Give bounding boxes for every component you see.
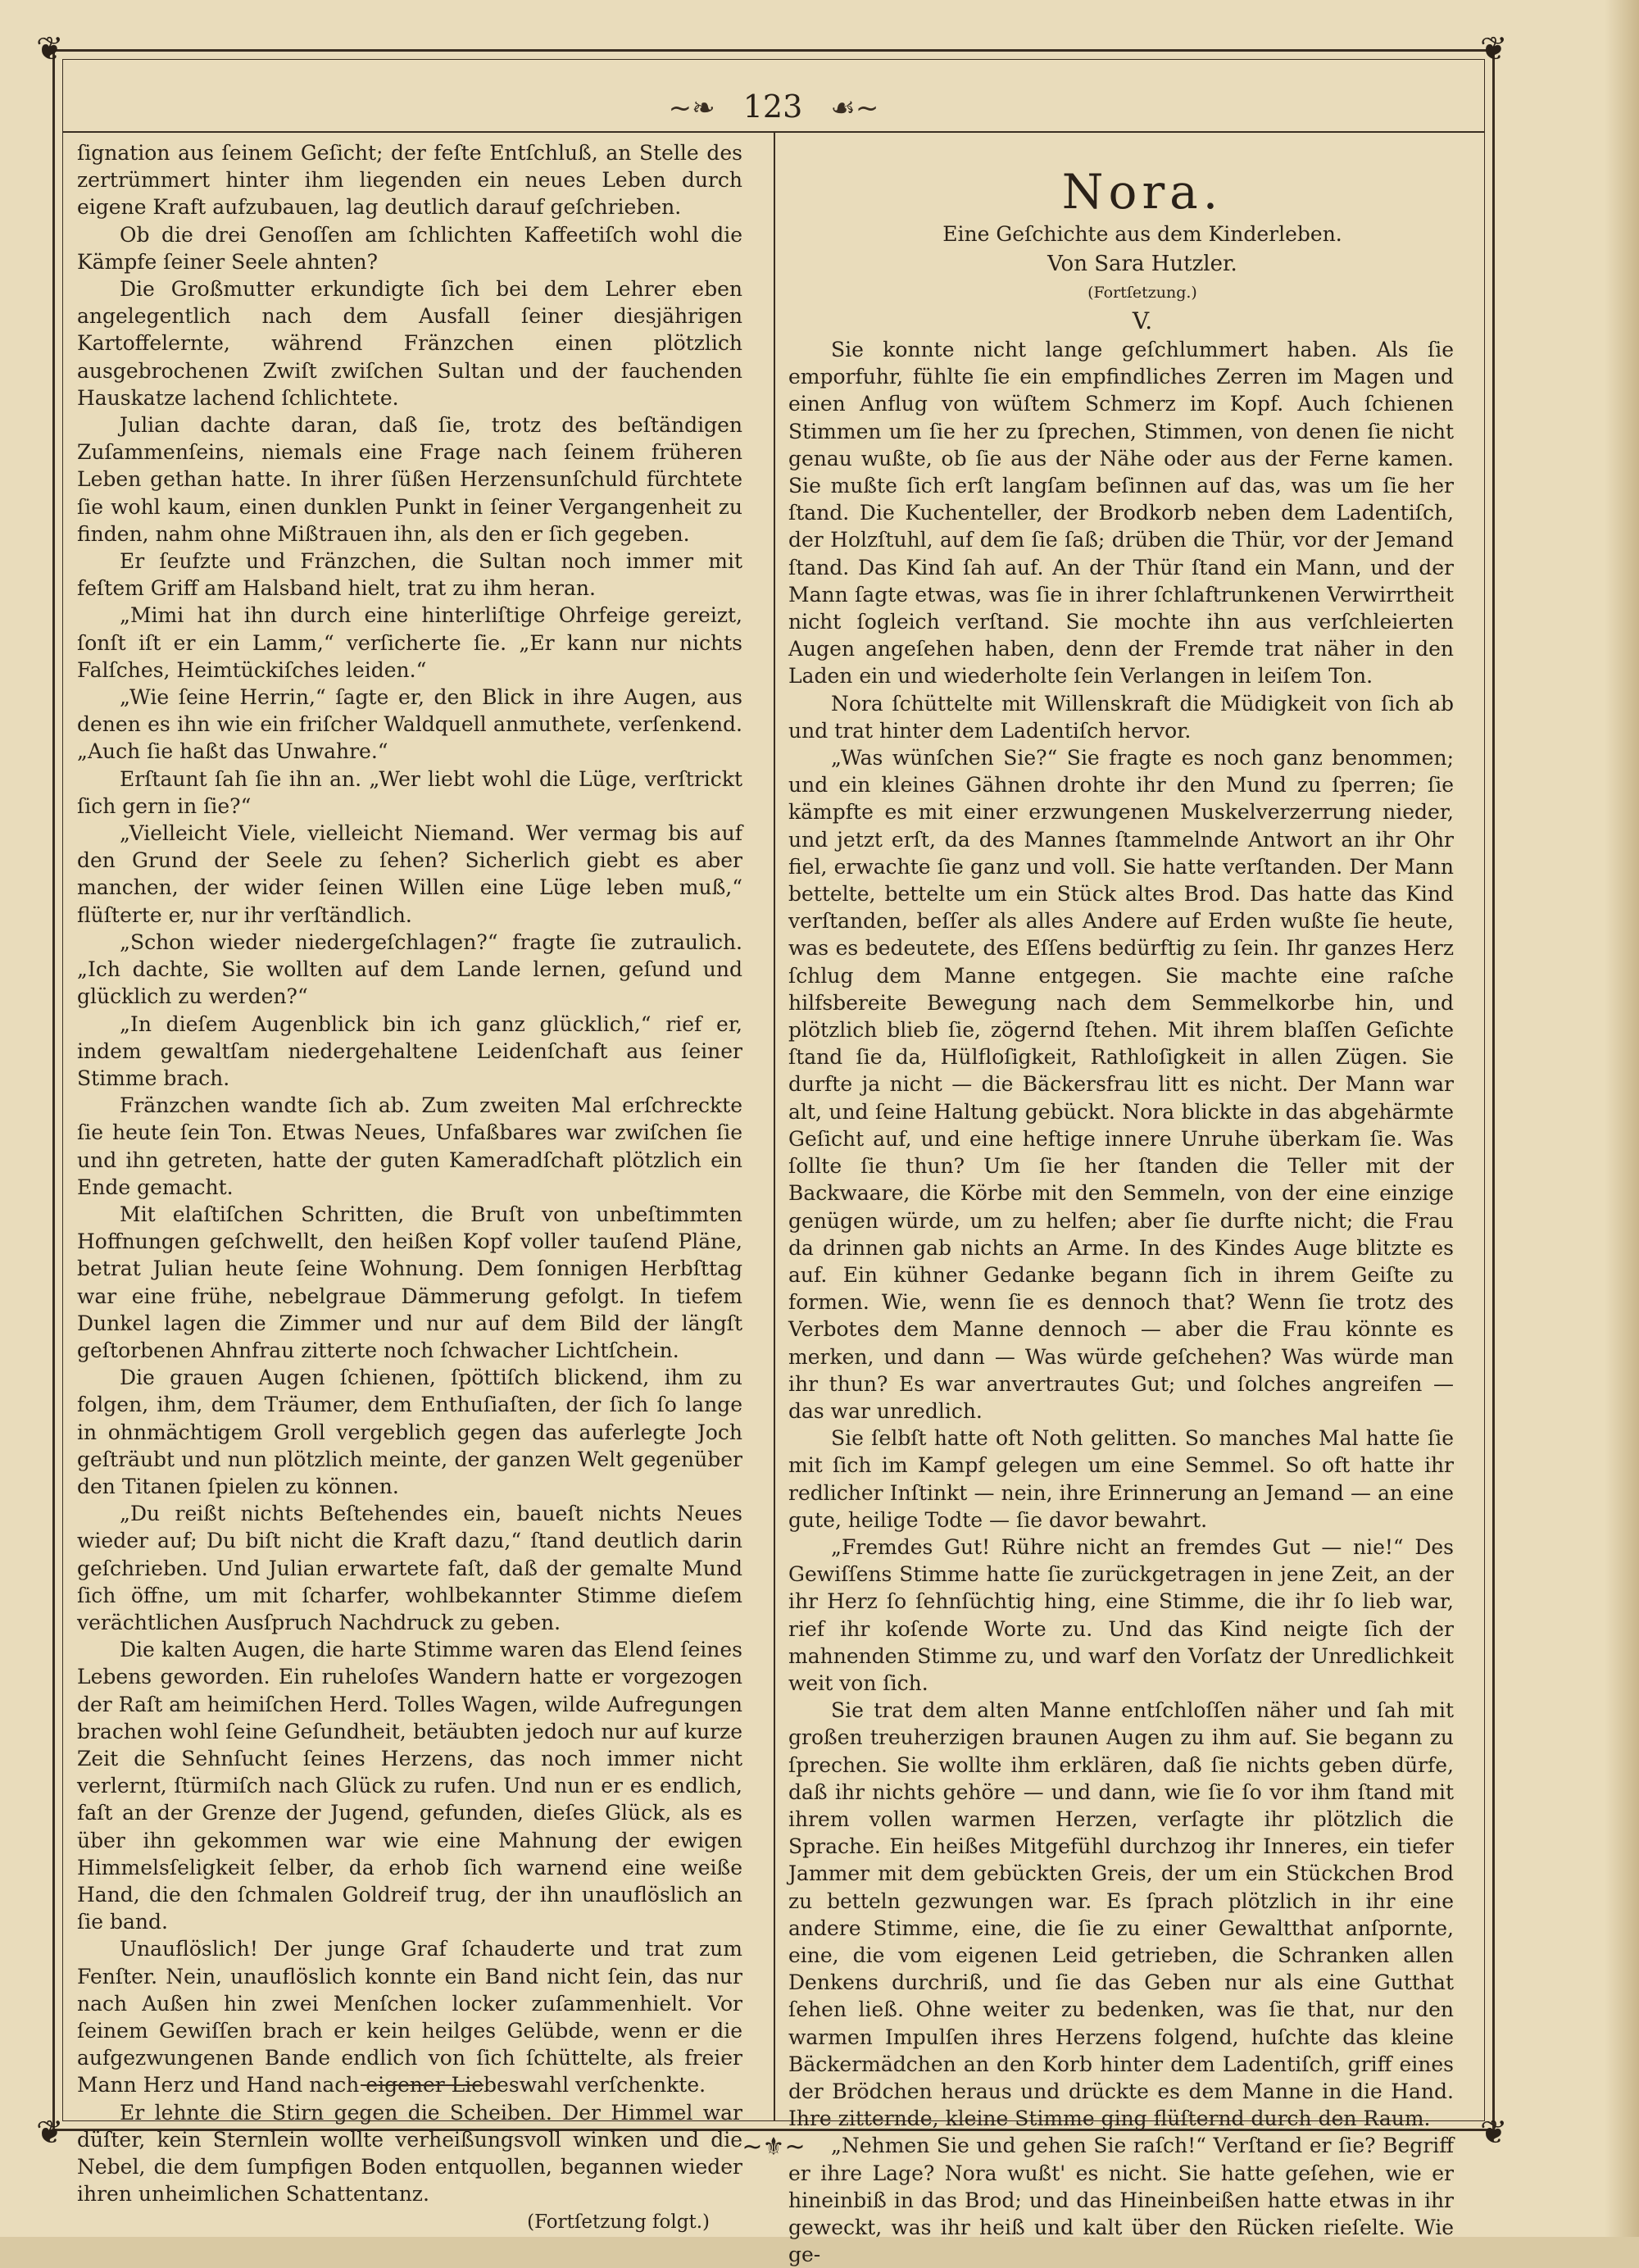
- paragraph: „Schon wieder niedergeſchlagen?“ fragte ſie zutraulich. „Ich dachte, Sie wollten auf dem Lande lernen, geſund und glücklich zu werden?“: [77, 929, 742, 1009]
- page-number: 123: [742, 89, 803, 125]
- story-subtitle: Eine Geſchichte aus dem Kinderleben.: [942, 222, 1342, 246]
- page-edge-shadow: [1605, 0, 1639, 2237]
- paragraph: Mit elaſtiſchen Schritten, die Bruſt von unbeſtimmten Hoffnungen geſchwellt, den heißen Kopf voller tauſend Pläne, betrat Julian heute ſeine Wohnung. Dem ſonnigen Herbſttag war eine frühe, nebelgraue Dämmerung gefolgt. In tiefem Dunkel lagen die Zimmer und nur auf dem Bild der längſt geſtorbenen Ahnfrau zitterte noch ſchwacher Lichtſchein.: [77, 1202, 742, 1362]
- corner-ornament-icon: ❦: [1480, 30, 1508, 68]
- corner-ornament-icon: ❦: [36, 30, 64, 68]
- paragraph: „Wie ſeine Herrin,“ ſagte er, den Blick in ihre Augen, aus denen es ihn wie ein friſcher Waldquell anmuthete, verſenkend. „Auch ſie haßt das Unwahre.“: [77, 685, 742, 764]
- paragraph: „Nehmen Sie und gehen Sie raſch!“ Verſtand er ſie? Begriff er ihre Lage? Nora wußt' es nicht. Sie hatte geſehen, wie er hineinbiß in das Brod; und das Hineinbeißen hatte etwas in ihr geweckt, was ihr heiß und kalt über den Rücken rieſelte. Wie ge-: [788, 2134, 1454, 2267]
- paragraph: Sie ſelbſt hatte oft Noth gelitten. So manches Mal hatte ſie mit ſich im Kampf gelegen um eine Semmel. So oft hatte ihr redlicher Inſtinkt — nein, ihre Erinnerung an Jemand — an eine gute, heilige Todte — ſie davor bewahrt.: [788, 1426, 1454, 1532]
- paragraph: Die grauen Augen ſchienen, ſpöttiſch blickend, ihm zu folgen, ihm, dem Träumer, dem Enthuſiaſten, der ſich ſo lange in ohnmächtigem Groll vergeblich gegen das auferlegte Joch geſträubt und nun plötzlich meinte, der ganzen Welt gegenüber den Titanen ſpielen zu können.: [77, 1366, 742, 1498]
- corner-ornament-icon: ❦: [1480, 2114, 1508, 2152]
- paragraph: „Was wünſchen Sie?“ Sie fragte es noch ganz benommen; und ein kleines Gähnen drohte ihr den Mund zu ſperren; ſie kämpfte es mit einer erzwungenen Muskelverzerrung nieder, und jetzt erſt, da des Mannes ſtammelnde Antwort an ihr Ohr fiel, erwachte ſie ganz und voll. Sie hatte verſtanden. Der Mann bettelte, bettelte um ein Stück altes Brod. Das hatte das Kind verſtanden, beſſer als alles Andere auf Erden wußte ſie heute, was es bedeutete, des Eſſens bedürftig zu ſein. Ihr ganzes Herz ſchlug dem Manne entgegen. Sie machte eine raſche hilfsbereite Bewegung nach dem Semmelkorbe hin, und plötzlich blieb ſie, zögernd ſtehen. Mit ihrem blaſſen Geſichte ſtand ſie da, Hülfloſigkeit, Rathloſigkeit in allen Zügen. Sie durfte ja nicht — die Bäckersfrau litt es nicht. Der Mann war alt, und ſeine Haltung gebückt. Nora blickte in das abgehärmte Geſicht auf, und eine heftige innere Unruhe überkam ſie. Was ſollte ſie thun? Um ſie her ſtanden die Teller mit der Backwaare, die Körbe mit den Semmeln, von der eine einzige genügen würde, um zu helfen; aber ſie durfte nicht; die Frau da drinnen gab nichts an Arme. In des Kindes Auge blitzte es auf. Ein kühner Gedanke begann ſich in ihrem Geiſte zu formen. Wie, wenn ſie es dennoch that? Wenn ſie trotz des Verbotes dem Manne dennoch — aber die Frau könnte es merken, und dann — Was würde geſchehen? Was würde man ihr thun? Es war anvertrautes Gut; und ſolches angreifen — das war unredlich.: [788, 746, 1454, 1423]
- to-be-continued-note: [77, 2207, 742, 2236]
- continuation-note: (Fortſetzung.): [1087, 284, 1197, 302]
- column-divider: [774, 133, 775, 2121]
- story-title: Nora.: [1061, 164, 1224, 220]
- paragraph: Die Großmutter erkundigte ſich bei dem Lehrer eben angelegentlich nach dem Ausfall ſeiner diesjährigen Kartoffelernte, während Fränzchen einen plötzlich ausgebrochenen Zwiſt zwiſchen Sultan und der fauchenden Hauskatze lachend ſchlichtete.: [77, 277, 742, 410]
- paragraph: „Mimi hat ihn durch eine hinterliſtige Ohrfeige gereizt, ſonſt iſt er ein Lamm,“ verſicherte ſie. „Er kann nur nichts Falſches, Heimtückiſches leiden.“: [77, 603, 742, 682]
- paragraph: Julian dachte daran, daß ſie, trotz des beſtändigen Zuſammenſeins, niemals eine Frage nach ſeinem früheren Leben gethan hatte. In ihrer ſüßen Herzensunſchuld fürchtete ſie wohl kaum, einen dunklen Punkt in ſeiner Vergangenheit zu finden, nahm ohne Mißtrauen ihn, als den er ſich gegeben.: [77, 413, 742, 546]
- header-right-flourish-icon: ☙~: [830, 92, 879, 125]
- paragraph: Sie konnte nicht lange geſchlummert haben. Als ſie emporfuhr, fühlte ſie ein empfindliches Zerren im Magen und einen Anflug von wüſtem Schmerz im Kopf. Auch ſchienen Stimmen um ſie her zu ſprechen, Stimmen, von denen ſie nicht genau wußte, ob ſie aus der Nähe oder aus der Ferne kamen. Sie mußte ſich erſt langſam beſinnen auf das, was um ſie her ſtand. Die Kuchenteller, der Brodkorb neben dem Ladentiſch, der Holzſtuhl, auf dem ſie ſaß; drüben die Thür, vor der Jemand ſtand. Das Kind ſah auf. An der Thür ſtand ein Mann, und der Mann ſagte etwas, was ſie in ihrer ſchlaftrunkenen Verwirrtheit nicht ſogleich verſtand. Sie mochte ihn aus verſchleierten Augen angeſehen haben, denn der Fremde trat näher in den Laden ein und wiederholte ſein Verlangen in leiſem Ton.: [788, 338, 1454, 689]
- header-left-flourish-icon: ~❧: [668, 92, 715, 125]
- paragraph: Ob die drei Genoſſen am ſchlichten Kaffeetiſch wohl die Kämpfe ſeiner Seele ahnten?: [77, 222, 742, 274]
- corner-ornament-icon: ❦: [36, 2114, 64, 2152]
- right-column: [788, 164, 1454, 2268]
- story-byline: Von Sara Hutzler.: [1047, 252, 1237, 276]
- chapter-number: V.: [1132, 307, 1153, 334]
- paragraph: Unauflöslich! Der junge Graf ſchauderte und trat zum Fenſter. Nein, unauflöslich konnte ein Band nicht ſein, das nur nach Außen hin zwei Menſchen locker zuſammenhielt. Vor ſeinem Gewiſſen brach er kein heilges Gelübde, wenn er die aufgezwungenen Bande endlich von ſich ſchüttelte, als freier Mann Herz und Hand nach eigener Liebeswahl verſchenkte.: [77, 1937, 742, 2098]
- story-end-rule: [361, 2084, 484, 2086]
- paragraph: Er lehnte die Stirn gegen die Scheiben. Der Himmel war düſter, kein Sternlein wollte verheißungsvoll winken und die Nebel, die dem ſumpfigen Boden entquollen, begannen wieder ihren unheimlichen Schattentanz.: [77, 2100, 742, 2207]
- paragraph: Nora ſchüttelte mit Willenskraft die Müdigkeit von ſich ab und trat hinter dem Ladentiſch hervor.: [788, 691, 1454, 743]
- paragraph: ſignation aus ſeinem Geſicht; der feſte Entſchluß, an Stelle des zertrümmert hinter ihm liegenden ein neues Leben durch eigene Kraft aufzubauen, lag deutlich darauf geſchrieben.: [77, 141, 742, 220]
- paragraph: Sie trat dem alten Manne entſchloſſen näher und ſah mit großen treuherzigen braunen Augen zu ihm auf. Sie begann zu ſprechen. Sie wollte ihm erklären, daß ſie nichts geben dürfe, daß ihr nichts gehöre — und dann, wie ſie ſo vor ihm ſtand mit ihrem vollen warmen Herzen, verſagte ihr plötzlich die Sprache. Ein heißes Mitgefühl durchzog ihr Inneres, ein tiefer Jammer mit dem gebückten Greis, der um ein Stückchen Brod zu betteln gezwungen war. Es ſprach plötzlich in ihr eine andere Stimme, eine, die ſie zu einer Gewaltthat anſpornte, eine, die vom eigenen Leid getrieben, die Schranken allen Denkens durchriß, und ſie das Geben nur als eine Gutthat ſehen ließ. Ohne weiter zu bedenken, was ſie that, nur den warmen Impulſen ihres Herzens folgend, huſchte das kleine Bäckermädchen an den Korb hinter dem Ladentiſch, griff eines der Brödchen heraus und drückte es dem Manne in die Hand. Ihre zitternde, kleine Stimme ging flüſternd durch den Raum.: [788, 1698, 1454, 2131]
- paragraph: Erſtaunt ſah ſie ihn an. „Wer liebt wohl die Lüge, verſtrickt ſich gern in ſie?“: [77, 766, 742, 818]
- paragraph: Die kalten Augen, die harte Stimme waren das Elend ſeines Lebens geworden. Ein ruheloſes Wandern hatte er vorgezogen der Raſt am heimiſchen Herd. Tolles Wagen, wilde Aufregungen brachen wohl ſeine Geſundheit, betäubten jedoch nur auf kurze Zeit die Sehnſucht ſeines Herzens, das noch immer nicht verlernt, ſtürmiſch nach Glück zu rufen. Und nun er es endlich, faſt an der Grenze der Jugend, gefunden, dieſes Glück, als es über ihn gekommen war wie eine Mahnung der ewigen Himmelsſeligkeit ſelber, da erhob ſich warnend eine weiße Hand, die den ſchmalen Goldreif trug, der ihn unauflöslich an ſie band.: [77, 1638, 742, 1934]
- bottom-ornament-border: [52, 2131, 1495, 2164]
- paragraph: Er ſeufzte und Fränzchen, die Sultan noch immer mit feſtem Griff am Halsband hielt, trat zu ihm heran.: [77, 549, 742, 601]
- paragraph: Fränzchen wandte ſich ab. Zum zweiten Mal erſchreckte ſie heute ſein Ton. Etwas Neues, Unfaßbares war zwiſchen ſie und ihn getreten, hatte der guten Kameradſchaft plötzlich ein Ende gemacht.: [77, 1093, 742, 1199]
- bottom-flourish-icon: ~⚜~: [742, 2133, 806, 2161]
- page-header: [62, 82, 1485, 131]
- paragraph: „In dieſem Augenblick bin ich ganz glücklich,“ rief er, indem gewaltſam niedergehaltene Leidenſchaft aus ſeiner Stimme brach.: [77, 1011, 742, 1090]
- to-be-continued-text: (Fortſetzung folgt.): [527, 2211, 710, 2234]
- left-column: [77, 139, 742, 2237]
- paragraph: „Fremdes Gut! Rühre nicht an fremdes Gut — nie!“ Des Gewiſſens Stimme hatte ſie zurückgetragen in jene Zeit, an der ihr Herz ſo ſehnſüchtig hing, eine Stimme, die ihr ſo lieb war, rief ihr koſende Worte zu. Und das Kind neigte ſich der mahnenden Stimme zu, und warf den Vorſatz der Unredlichkeit weit von ſich.: [788, 1534, 1454, 1695]
- paragraph: „Du reißt nichts Beſtehendes ein, baueſt nichts Neues wieder auf; Du biſt nicht die Kraft dazu,“ ſtand deutlich darin geſchrieben. Und Julian erwartete faſt, daß der gemalte Mund ſich öffne, um mit ſcharfer, wohlbekannter Stimme dieſem verächtlichen Ausſpruch Nachdruck zu geben.: [77, 1502, 742, 1634]
- paragraph: „Vielleicht Viele, vielleicht Niemand. Wer vermag bis auf den Grund der Seele zu ſehen? Sicherlich giebt es aber manchen, der wider ſeinen Willen eine Lüge leben muß,“ flüſterte er, nur ihr verſtändlich.: [77, 821, 742, 927]
